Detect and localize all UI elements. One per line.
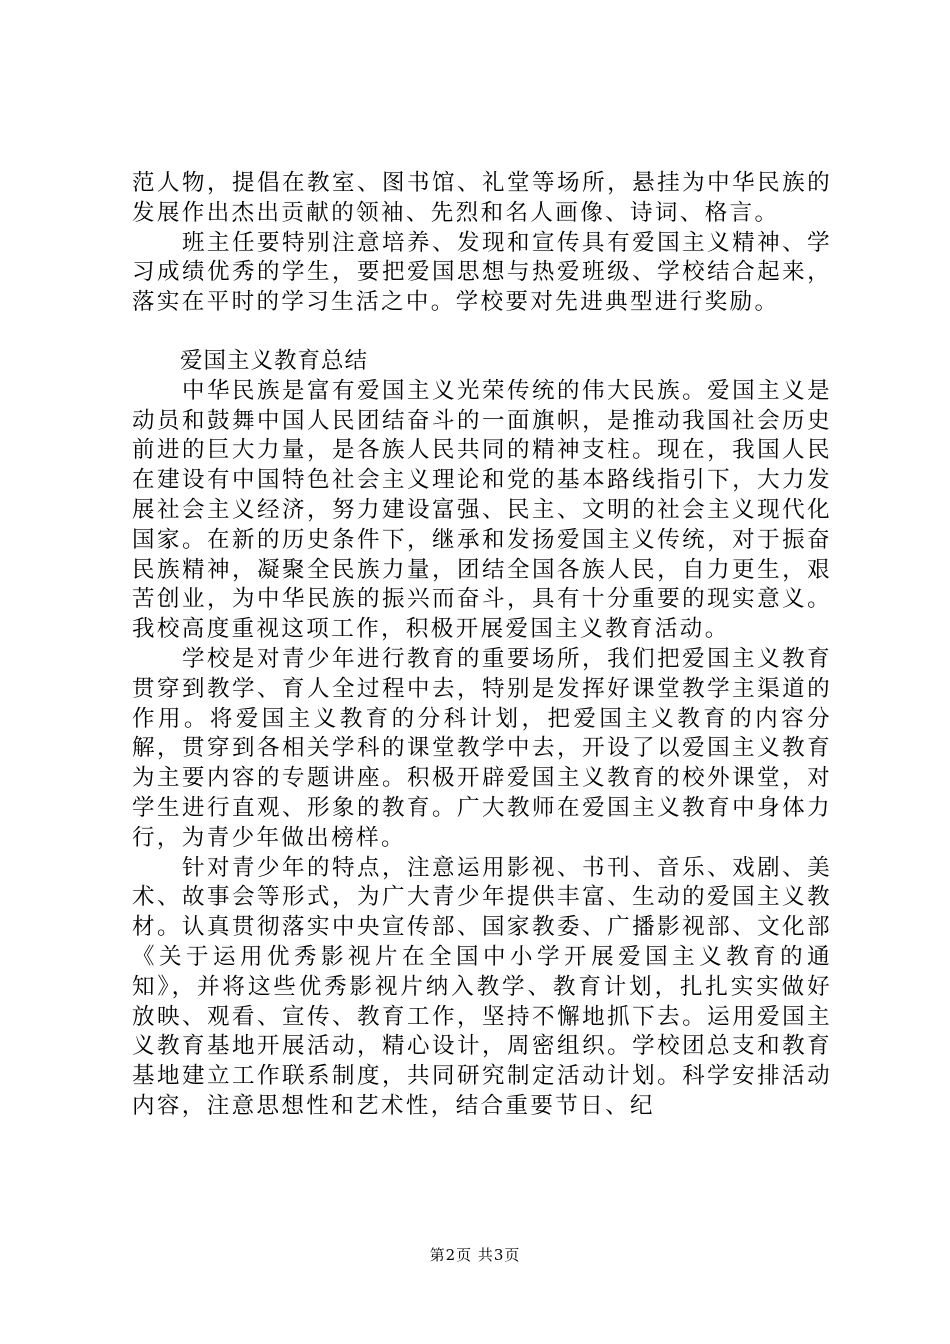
document-body — [132, 169, 832, 1122]
paragraph-continuation: 范人物，提倡在教室、图书馆、礼堂等场所，悬挂为中华民族的发展作出杰出贡献的领袖、先烈和名人画像、诗词、格言。 — [132, 170, 832, 226]
paragraph-youth: 针对青少年的特点，注意运用影视、书刊、音乐、戏剧、美术、故事会等形式，为广大青少年提供丰富、生动的爱国主义教材。认真贯彻落实中央宣传部、国家教委、广播影视部、文化部《关于运用优秀影视片在全国中小学开展爱国主义教育的通知》，并将这些优秀影视片纳入教学、教育计划，扎扎实实做好放映、观看、宣传、教育工作，坚持不懈地抓下去。运用爱国主义教育基地开展活动，精心设计，周密组织。学校团总支和教育基地建立工作联系制度，共同研究制定活动计划。科学安排活动内容，注意思想性和艺术性，结合重要节日、纪 — [132, 854, 832, 1119]
paragraph-school: 学校是对青少年进行教育的重要场所，我们把爱国主义教育贯穿到教学、育人全过程中去，特别是发挥好课堂教学主渠道的作用。将爱国主义教育的分科计划，把爱国主义教育的内容分解，贯穿到各相关学科的课堂教学中去，开设了以爱国主义教育为主要内容的专题讲座。积极开辟爱国主义教育的校外课堂，对学生进行直观、形象的教育。广大教师在爱国主义教育中身体力行，为青少年做出榜样。 — [132, 645, 832, 851]
section-gap — [132, 318, 832, 347]
section-title: 爱国主义教育总结 — [180, 347, 369, 374]
paragraph-class-teacher: 班主任要特别注意培养、发现和宣传具有爱国主义精神、学习成绩优秀的学生，要把爱国思想与热爱班级、学校结合起来，落实在平时的学习生活之中。学校要对先进典型进行奖励。 — [132, 229, 832, 316]
paragraph-intro: 中华民族是富有爱国主义光荣传统的伟大民族。爱国主义是动员和鼓舞中国人民团结奋斗的一面旗帜，是推动我国社会历史前进的巨大力量，是各族人民共同的精神支柱。现在，我国人民在建设有中国特色社会主义理论和党的基本路线指引下，大力发展社会主义经济，努力建设富强、民主、文明的社会主义现代化国家。在新的历史条件下，继承和发扬爱国主义传统，对于振奋民族精神，凝聚全民族力量，团结全国各族人民，自力更生，艰苦创业，为中华民族的振兴而奋斗，具有十分重要的现实意义。我校高度重视这项工作，积极开展爱国主义教育活动。 — [132, 377, 832, 643]
page-footer: 第2页 共3页 — [429, 1246, 521, 1264]
